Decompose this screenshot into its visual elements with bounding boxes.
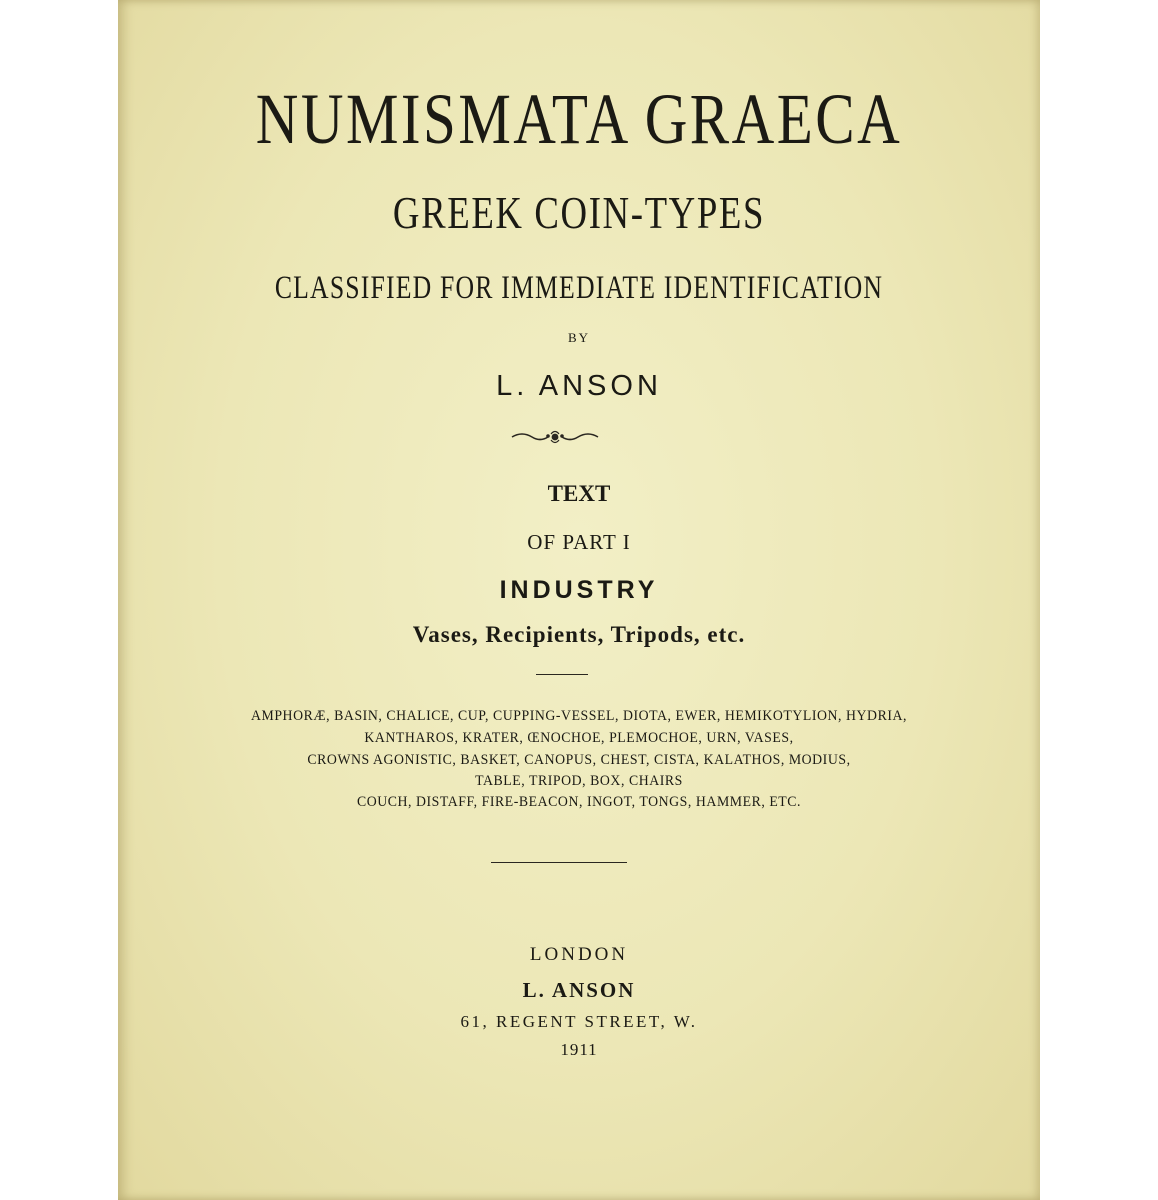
imprint-year: 1911 [560, 1040, 598, 1059]
section-subheading: Vases, Recipients, Tripods, etc. [412, 622, 746, 647]
author-name: L. ANSON [496, 370, 662, 402]
book-subtitle: GREEK COIN-TYPES [392, 187, 766, 238]
by-label: BY [567, 330, 591, 345]
imprint-publisher: L. ANSON [522, 978, 636, 1002]
part-label: OF PART I [527, 530, 631, 554]
section-heading: INDUSTRY [499, 576, 659, 604]
contents-line: COUCH, DISTAFF, FIRE-BEACON, INGOT, TONGS, HAMMER, ETC. [356, 794, 802, 810]
divider-long [491, 862, 627, 863]
contents-line: CROWNS AGONISTIC, BASKET, CANOPUS, CHEST, CISTA, KALATHOS, MODIUS, [307, 752, 851, 768]
divider-short [536, 674, 588, 675]
contents-line: AMPHORÆ, BASIN, CHALICE, CUP, CUPPING-VESSEL, DIOTA, EWER, HEMIKOTYLION, HYDRIA, [250, 708, 908, 724]
book-title: NUMISMATA GRAECA [255, 79, 903, 159]
imprint-city: LONDON [529, 944, 629, 965]
imprint-address: 61, REGENT STREET, W. [460, 1012, 698, 1031]
section-label: TEXT [547, 481, 611, 506]
contents-line: KANTHAROS, KRATER, ŒNOCHOE, PLEMOCHOE, URN, VASES, [364, 730, 794, 746]
contents-line: TABLE, TRIPOD, BOX, CHAIRS [475, 773, 683, 789]
ornament-flourish-icon [510, 428, 600, 446]
title-page [118, 0, 1040, 1200]
book-tagline: CLASSIFIED FOR IMMEDIATE IDENTIFICATION [274, 270, 884, 306]
